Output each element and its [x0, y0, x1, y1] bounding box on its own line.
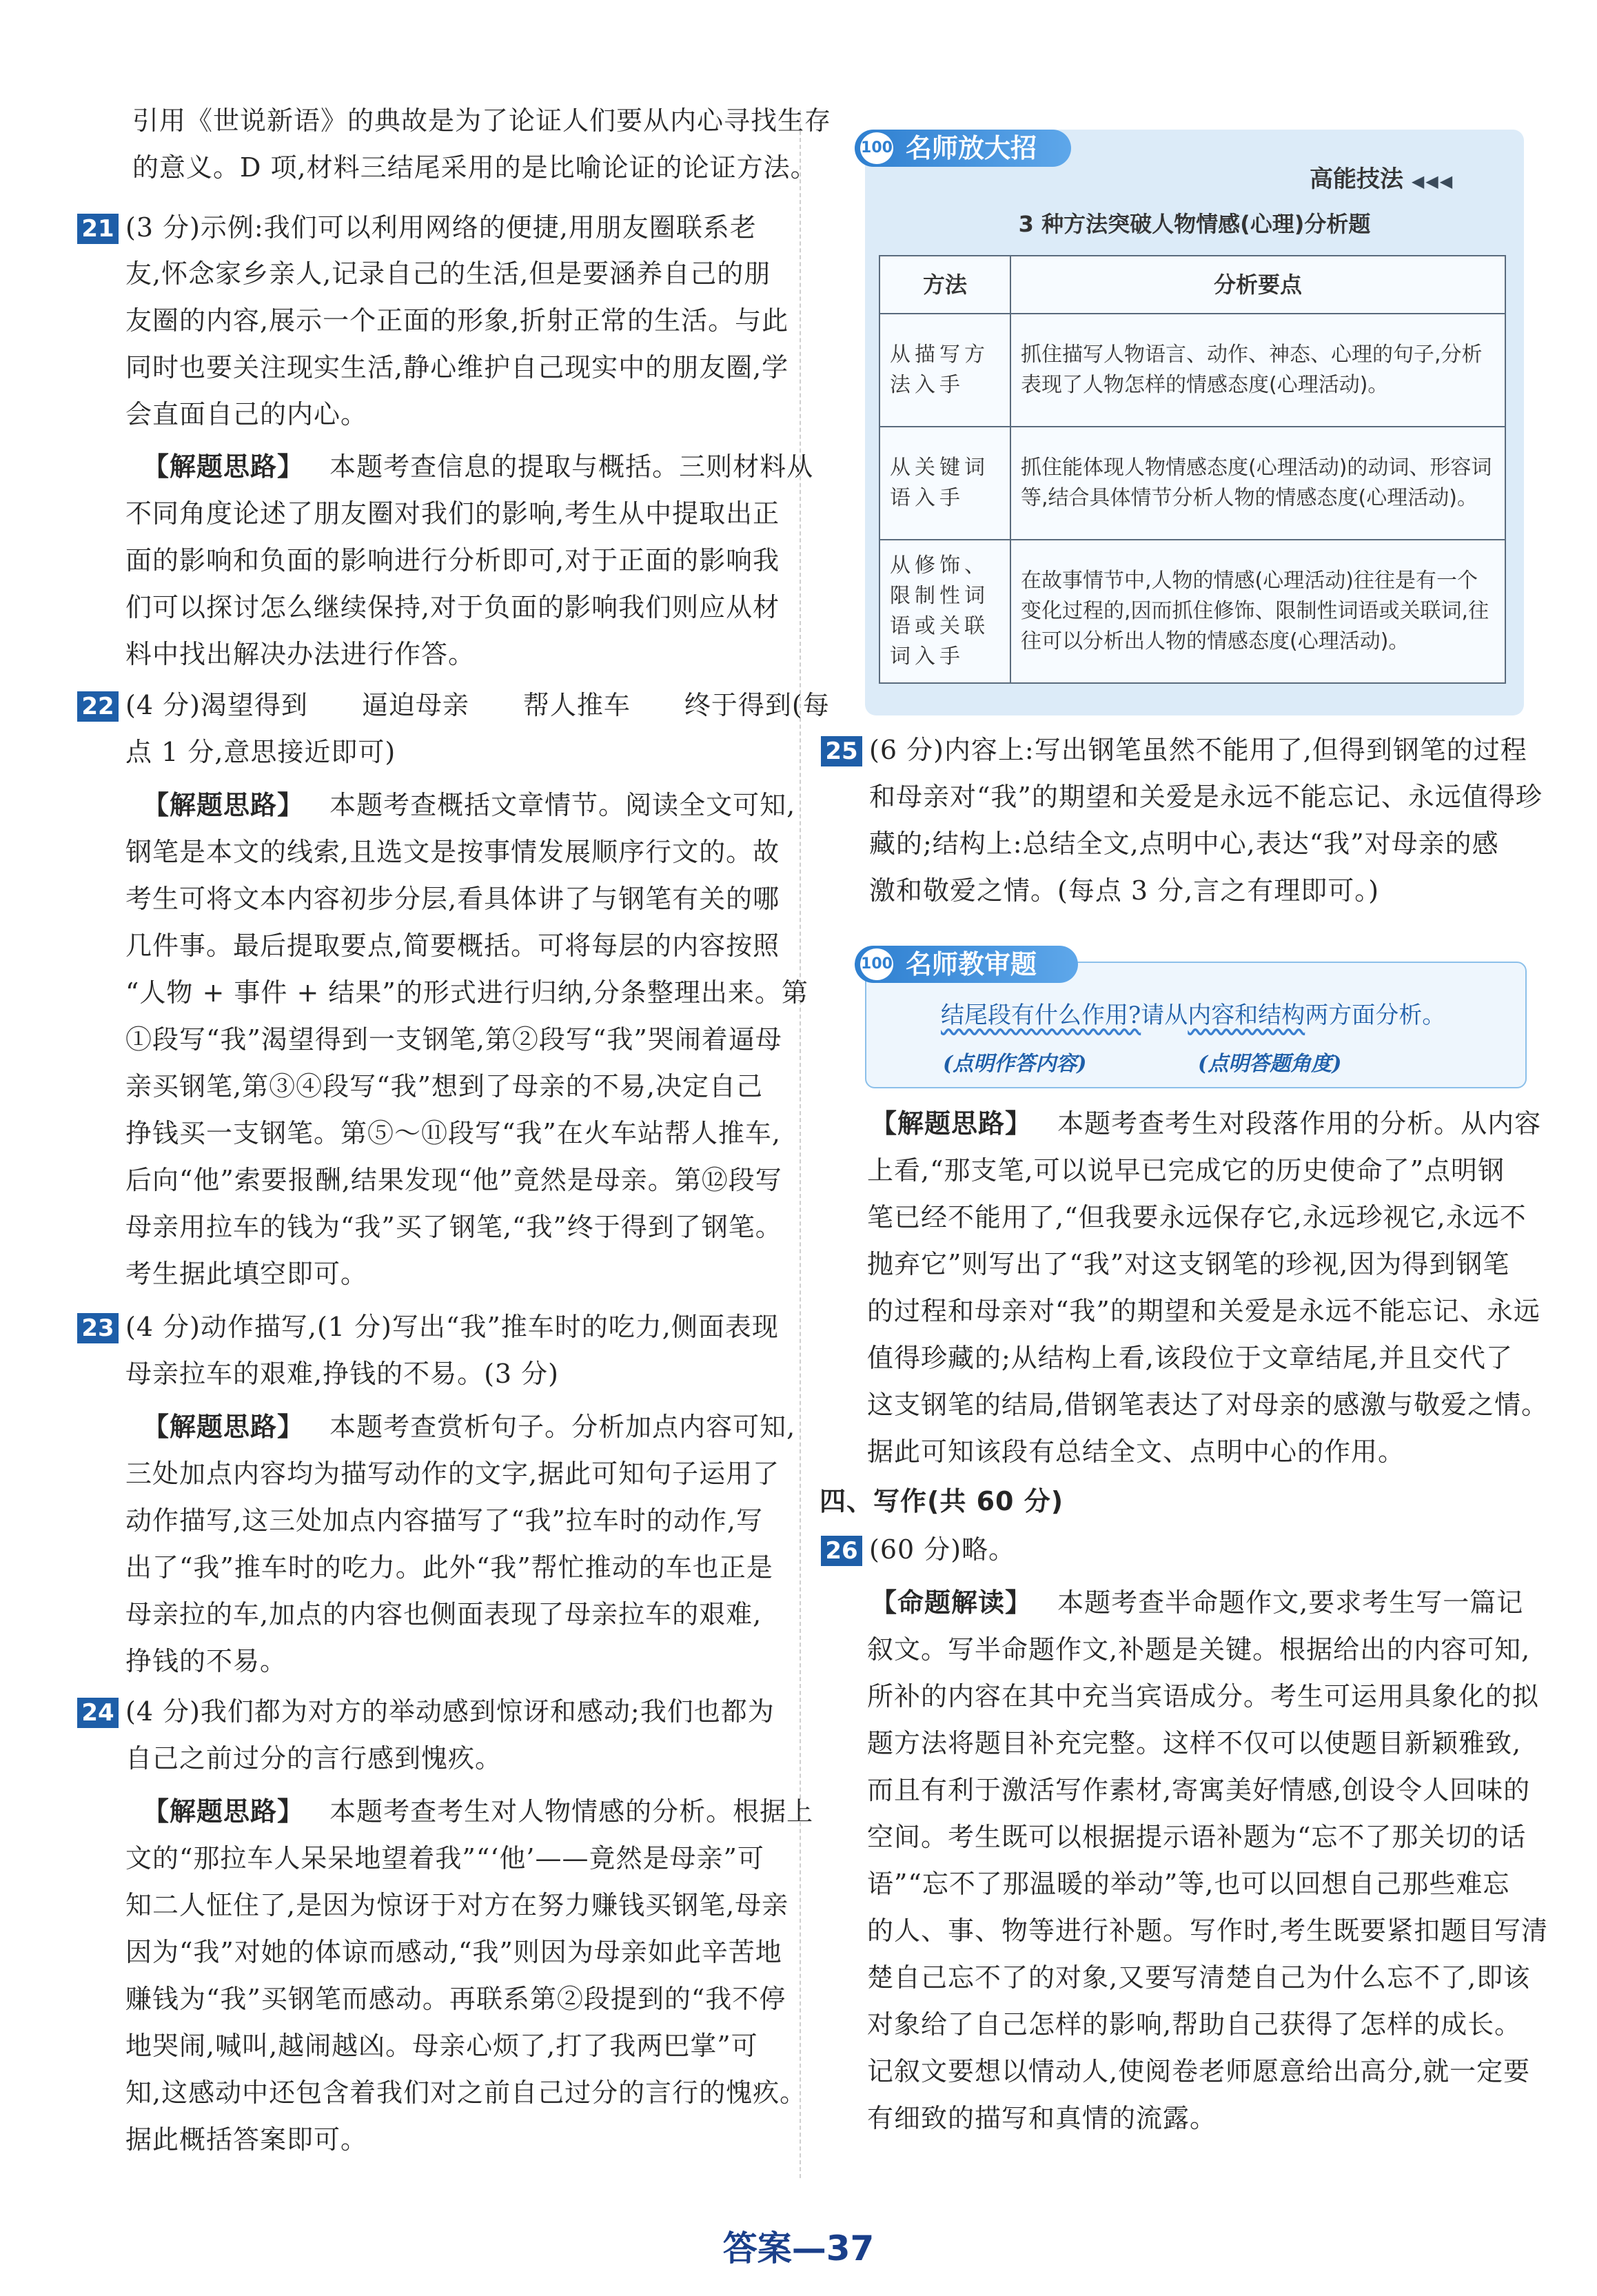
analysis-line: 笔已经不能用了,“但我要永远保存它,永远珍视它,永远不: [867, 1202, 1527, 1232]
question-number-24: 24: [77, 1698, 119, 1728]
answer-line: (4 分)渴望得到 逼迫母亲 帮人推车 终于得到(每: [125, 690, 830, 720]
analysis-line: 因为“我”对她的体谅而感动,“我”则因为母亲如此辛苦地: [125, 1937, 782, 1967]
analysis-line: 赚钱为“我”买钢笔而感动。再联系第②段提到的“我不停: [125, 1984, 786, 2014]
answer-line: 点 1 分,意思接近即可): [125, 737, 396, 767]
analysis-line: “人物 + 事件 + 结果”的形式进行归纳,分条整理出来。第: [125, 977, 808, 1008]
analysis-line: 后向“他”索要报酬,结果发现“他”竟然是母亲。第⑫段写: [125, 1165, 782, 1195]
analysis-tag: 【解题思路】: [143, 790, 305, 820]
answer-line: (4 分)我们都为对方的举动感到惊讶和感动;我们也都为: [125, 1696, 775, 1727]
analysis-line: 这支钢笔的结局,借钢笔表达了对母亲的感激与敬爱之情。: [867, 1390, 1549, 1420]
question-number-25: 25: [821, 736, 862, 766]
analysis-line: 所补的内容在其中充当宾语成分。考生可运用具象化的拟: [867, 1681, 1540, 1711]
exam-question-part: 结尾段有什么作用?: [941, 1002, 1141, 1029]
analysis-line: 楚自己忘不了的对象,又要写清楚自己为什么忘不了,即该: [867, 1962, 1531, 1993]
exam-note: (点明作答内容): [943, 1052, 1087, 1076]
analysis-line: 知二人怔住了,是因为惊讶于对方在努力赚钱买钢笔,母亲: [125, 1890, 789, 1920]
table-header: 分析要点: [1010, 256, 1505, 314]
teacher-badge-icon: 100: [860, 948, 893, 980]
analysis-line: 几件事。最后提取要点,简要概括。可将每层的内容按照: [125, 931, 780, 961]
answer-line: 友,怀念家乡亲人,记录自己的生活,但是要涵养自己的朋: [125, 258, 771, 289]
analysis-line: 据此概括答案即可。: [125, 2124, 368, 2155]
table-header-row: [879, 256, 1505, 314]
answer-line: (60 分)略。: [869, 1534, 1016, 1565]
analysis-tag: 【解题思路】: [143, 1412, 305, 1442]
analysis-line: 亲买钢笔,第③④段写“我”想到了母亲的不易,决定自己: [125, 1071, 764, 1101]
table-row: [879, 427, 1505, 540]
analysis-line: 挣钱买一支钢笔。第⑤～⑪段写“我”在火车站帮人推车,: [125, 1118, 781, 1148]
technique-label: [1310, 160, 1454, 194]
answer-line: 同时也要关注现实生活,静心维护自己现实中的朋友圈,学: [125, 352, 789, 383]
analysis-tag: 【命题解读】: [871, 1587, 1033, 1618]
analysis-line: 挣钱的不易。: [125, 1646, 287, 1676]
intro-line: 的意义。D 项,材料三结尾采用的是比喻论证的论证方法。: [132, 152, 817, 183]
analysis-line: 有细致的描写和真情的流露。: [867, 2103, 1217, 2133]
exam-review-banner: [855, 946, 1078, 983]
analysis-line: 母亲用拉车的钱为“我”买了钢笔,“我”终于得到了钢笔。: [125, 1212, 782, 1242]
analysis-line: 考生可将文本内容初步分层,看具体讲了与钢笔有关的哪: [125, 884, 780, 914]
method-table: [879, 255, 1506, 684]
analysis-line: 值得珍藏的;从结构上看,该段位于文章结尾,并且交代了: [867, 1343, 1513, 1373]
analysis-line: 料中找出解决办法进行作答。: [125, 639, 476, 669]
points-cell: 在故事情节中,人物的情感(心理活动)往往是有一个变化过程的,因而抓住修饰、限制性词语或关联词,往往可以分析出人物的情感态度(心理活动)。: [1010, 540, 1505, 683]
answer-line: 和母亲对“我”的期望和关爱是永远不能忘记、永远值得珍: [869, 782, 1543, 812]
teacher-tip-title: 名师放大招: [906, 133, 1037, 163]
answer-line: (3 分)示例:我们可以利用网络的便捷,用朋友圈联系老: [125, 212, 757, 243]
answer-line: (6 分)内容上:写出钢笔虽然不能用了,但得到钢笔的过程: [869, 735, 1527, 765]
analysis-line: 题方法将题目补充完整。这样不仅可以使题目新颖雅致,: [867, 1728, 1522, 1758]
technique-text: 高能技法: [1310, 165, 1403, 193]
question-number-26: 26: [821, 1536, 862, 1566]
analysis-line: 钢笔是本文的线索,且选文是按事情发展顺序行文的。故: [125, 837, 780, 867]
analysis-line: 本题考查半命题作文,要求考生写一篇记: [1057, 1587, 1524, 1618]
analysis-line: 上看,“那支笔,可以说早已完成它的历史使命了”点明钢: [867, 1155, 1505, 1186]
exam-note: (点明答题角度): [1198, 1052, 1342, 1076]
analysis-line: 叙文。写半命题作文,补题是关键。根据给出的内容可知,: [867, 1634, 1531, 1665]
analysis-line: 动作描写,这三处加点内容描写了“我”拉车时的动作,写: [125, 1505, 764, 1536]
teacher-tip-banner: [855, 130, 1071, 167]
analysis-line: 记叙文要想以情动人,使阅卷老师愿意给出高分,就一定要: [867, 2056, 1531, 2086]
table-row: [879, 314, 1505, 427]
method-cell: 从描写方法入手: [879, 314, 1010, 427]
table-header: 方法: [879, 256, 1010, 314]
answer-line: 自己之前过分的言行感到愧疚。: [125, 1743, 502, 1774]
analysis-line: 本题考查信息的提取与概括。三则材料从: [329, 451, 814, 482]
analysis-line: 对象给了自己怎样的影响,帮助自己获得了怎样的成长。: [867, 2009, 1522, 2040]
method-cell: 从关键词语入手: [879, 427, 1010, 540]
exam-question-part: 两方面分析。: [1305, 1002, 1446, 1029]
analysis-line: 知,这感动中还包含着我们对之前自己过分的言行的愧疚。: [125, 2077, 807, 2108]
table-row: [879, 540, 1505, 683]
analysis-line: 母亲拉的车,加点的内容也侧面表现了母亲拉车的艰难,: [125, 1599, 762, 1629]
analysis-line: 的人、事、物等进行补题。写作时,考生既要紧扣题目写清: [867, 1916, 1549, 1946]
analysis-line: 地哭闹,喊叫,越闹越凶。母亲心烦了,打了我两巴掌”可: [125, 2031, 758, 2061]
answer-line: 激和敬爱之情。(每点 3 分,言之有理即可。): [869, 875, 1380, 906]
analysis-line: 据此可知该段有总结全文、点明中心的作用。: [867, 1436, 1405, 1467]
section-heading: 四、写作(共 60 分): [820, 1486, 1064, 1516]
analysis-line: 三处加点内容均为描写动作的文字,据此可知句子运用了: [125, 1459, 780, 1489]
analysis-tag: 【解题思路】: [871, 1108, 1033, 1139]
analysis-line: 考生据此填空即可。: [125, 1259, 368, 1289]
exam-question: [941, 996, 1445, 1030]
answer-line: 母亲拉车的艰难,挣钱的不易。(3 分): [125, 1359, 559, 1389]
answer-line: 会直面自己的内心。: [125, 399, 368, 429]
analysis-tag: 【解题思路】: [143, 451, 305, 482]
exam-question-part: 请从: [1141, 1002, 1188, 1029]
analysis-tag: 【解题思路】: [143, 1796, 305, 1827]
method-table-title: 3 种方法突破人物情感(心理)分析题: [1018, 211, 1371, 237]
answer-line: 藏的;结构上:总结全文,点明中心,表达“我”对母亲的感: [869, 829, 1499, 859]
analysis-line: 的过程和母亲对“我”的期望和关爱是永远不能忘记、永远: [867, 1296, 1540, 1326]
answer-line: 友圈的内容,展示一个正面的形象,折射正常的生活。与此: [125, 305, 789, 336]
analysis-line: 本题考查考生对人物情感的分析。根据上: [329, 1796, 814, 1827]
exam-review-title: 名师教审题: [906, 949, 1037, 979]
points-cell: 抓住描写人物语言、动作、神态、心理的句子,分析表现了人物怎样的情感态度(心理活动)。: [1010, 314, 1505, 427]
points-cell: 抓住能体现人物情感态度(心理活动)的动词、形容词等,结合具体情节分析人物的情感态度(心理活动)。: [1010, 427, 1505, 540]
analysis-line: 空间。考生既可以根据提示语补题为“忘不了那关切的话: [867, 1822, 1527, 1852]
analysis-line: 不同角度论述了朋友圈对我们的影响,考生从中提取出正: [125, 498, 780, 529]
analysis-line: ①段写“我”渴望得到一支钢笔,第②段写“我”哭闹着逼母: [125, 1024, 782, 1055]
analysis-line: 本题考查概括文章情节。阅读全文可知,: [329, 790, 796, 820]
analysis-line: 本题考查考生对段落作用的分析。从内容: [1057, 1108, 1542, 1139]
analysis-line: 面的影响和负面的影响进行分析即可,对于正面的影响我: [125, 545, 780, 576]
analysis-line: 们可以探讨怎么继续保持,对于负面的影响我们则应从材: [125, 592, 780, 622]
teacher-badge-icon: 100: [860, 132, 893, 164]
analysis-line: 而且有利于激活写作素材,寄寓美好情感,创设令人回味的: [867, 1775, 1531, 1805]
question-number-21: 21: [77, 214, 119, 244]
analysis-line: 抛弃它”则写出了“我”对这支钢笔的珍视,因为得到钢笔: [867, 1249, 1510, 1279]
method-cell: 从修饰、限制性词语或关联词入手: [879, 540, 1010, 683]
analysis-line: 文的“那拉车人呆呆地望着我”“‘他’——竟然是母亲”可: [125, 1843, 764, 1873]
analysis-line: 出了“我”推车时的吃力。此外“我”帮忙推动的车也正是: [125, 1552, 773, 1583]
page-footer: 答案—37: [722, 2228, 875, 2268]
intro-line: 引用《世说新语》的典故是为了论证人们要从内心寻找生存: [132, 105, 832, 136]
column-divider: [800, 110, 801, 2178]
exam-question-part: 内容和结构: [1188, 1002, 1305, 1029]
answer-line: (4 分)动作描写,(1 分)写出“我”推车时的吃力,侧面表现: [125, 1312, 779, 1342]
arrows-icon: ◀◀◀: [1411, 172, 1454, 191]
analysis-line: 本题考查赏析句子。分析加点内容可知,: [329, 1412, 796, 1442]
question-number-23: 23: [77, 1313, 119, 1343]
question-number-22: 22: [77, 691, 119, 722]
analysis-line: 语”“忘不了那温暖的举动”等,也可以回想自己那些难忘: [867, 1869, 1510, 1899]
